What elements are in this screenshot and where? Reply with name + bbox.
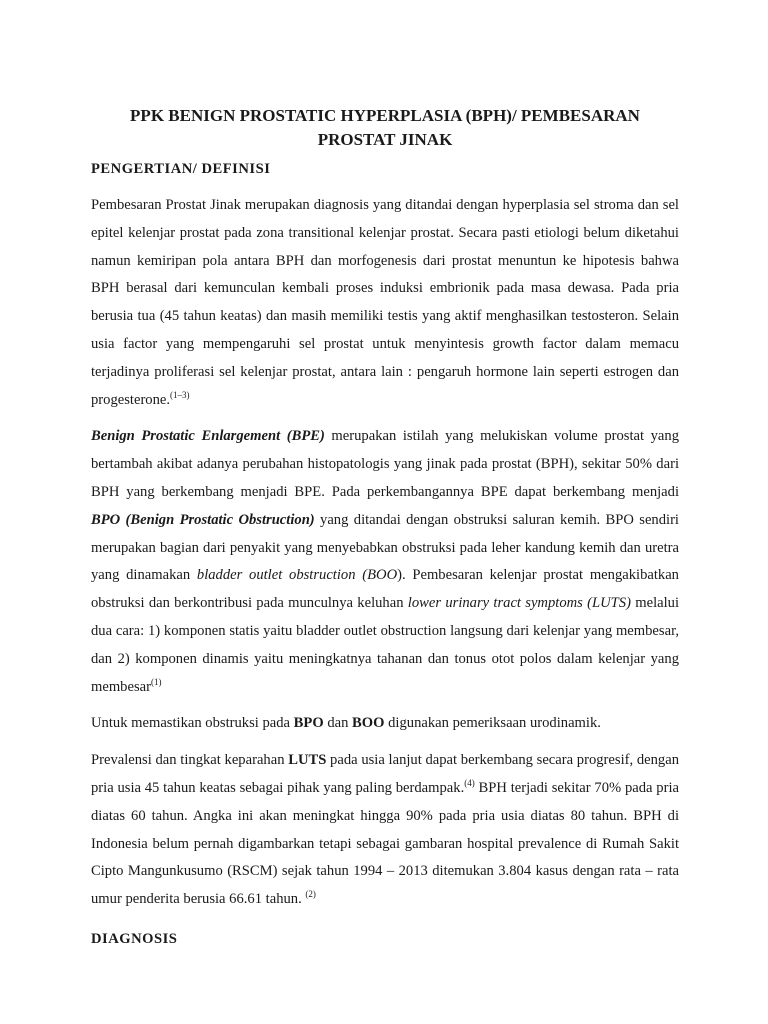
term-boo-bold: BOO — [352, 715, 385, 732]
paragraph-prevalence-text-2: pada usia lanjut dapat berkembang secara progresif, dengan pria usia 45 tahun keatas sebagai pihak yang paling berdampak. — [91, 752, 679, 796]
term-luts-bold: LUTS — [288, 752, 327, 769]
citation-1-3: (1–3) — [170, 389, 190, 400]
term-boo: bladder outlet obstruction (BOO — [196, 567, 398, 584]
paragraph-bpe-text-4: melalui dua cara: 1) komponen statis yaitu bladder outlet obstruction langsung dari kelenjar yang membesar, dan 2) komponen dinamis yaitu meningkatnya tahanan dan tonus otot polos dalam kelenjar yang membesar — [91, 595, 680, 695]
paragraph-prevalence — [91, 747, 679, 914]
paragraph-definition-text: Pembesaran Prostat Jinak merupakan diagnosis yang ditandai dengan hyperplasia sel stroma dan sel epitel kelenjar prostat pada zona transitional kelenjar prostat. Secara pasti etiologi belum diketahui namun kemiripan pola antara BPH dan morfogenesis dari prostat menuntun ke hipotesis bahwa BPH berasal dari kemunculan kembali proses induksi embrionik pada masa dewasa. Pada pria berusia tua (45 tahun keatas) dan masih memiliki testis yang aktif menghasilkan testosteron. Selain usia factor yang mempengaruhi sel prostat untuk menyintesis growth factor dalam memacu terjadinya proliferasi sel kelenjar prostat, antara lain : pengaruh hormone lain seperti estrogen dan progesterone. — [91, 197, 679, 408]
citation-4: (4) — [464, 778, 475, 789]
paragraph-bpe-text-1: merupakan istilah yang melukiskan volume prostat yang bertambah akibat adanya perubahan histopatologis yang jinak pada prostat (BPH), sekitar 50% dari BPH yang berkembang menjadi BPE. Pada perkembangannya BPE dapat berkembang menjadi — [91, 428, 679, 500]
term-bpo-bold: BPO — [293, 715, 324, 732]
document-title: PPK BENIGN PROSTATIC HYPERPLASIA (BPH)/ PEMBESARAN PROSTAT JINAK — [130, 106, 640, 149]
paragraph-urodynamics-text-1: Untuk memastikan obstruksi pada — [91, 715, 294, 732]
term-luts: lower urinary tract symptoms (LUTS) — [407, 595, 631, 612]
paragraph-urodynamics — [91, 710, 679, 738]
term-bpo: BPO (Benign Prostatic Obstruction) — [91, 511, 315, 528]
paragraph-bpe-text-2: yang ditandai dengan obstruksi saluran kemih. BPO sendiri merupakan bagian dari penyakit yang menyebabkan obstruksi pada leher kandung kemih dan uretra yang dinamakan — [91, 511, 679, 584]
citation-1: (1) — [150, 676, 162, 687]
paragraph-bpe-text-3: ). Pembesaran kelenjar prostat mengakibatkan obstruksi dan berkontribusi pada munculnya keluhan — [91, 567, 679, 612]
section-heading-diagnosis: DIAGNOSIS — [91, 930, 178, 947]
paragraph-prevalence-text-3: BPH terjadi sekitar 70% pada pria diatas 60 tahun. Angka ini akan meningkat hingga 90% pada pria usia diatas 80 tahun. BPH di Indonesia belum pernah digambarkan tetapi sebagai gambaran hospital prevalence di Rumah Sakit Cipto Mangunkusumo (RSCM) sejak tahun 1994 – 2013 ditemukan 3.804 kasus dengan rata – rata umur penderita berusia 66.61 tahun. — [91, 779, 679, 908]
term-bpe: Benign Prostatic Enlargement (BPE) — [91, 428, 325, 445]
paragraph-prevalence-text-1: Prevalensi dan tingkat keparahan — [91, 752, 289, 769]
section-heading-definition: PENGERTIAN/ DEFINISI — [91, 161, 271, 177]
citation-2: (2) — [305, 889, 316, 900]
paragraph-definition — [91, 192, 679, 414]
paragraph-bpe — [91, 423, 679, 701]
paragraph-urodynamics-text-3: digunakan pemeriksaan urodinamik. — [384, 715, 601, 732]
paragraph-urodynamics-text-2: dan — [323, 715, 353, 732]
